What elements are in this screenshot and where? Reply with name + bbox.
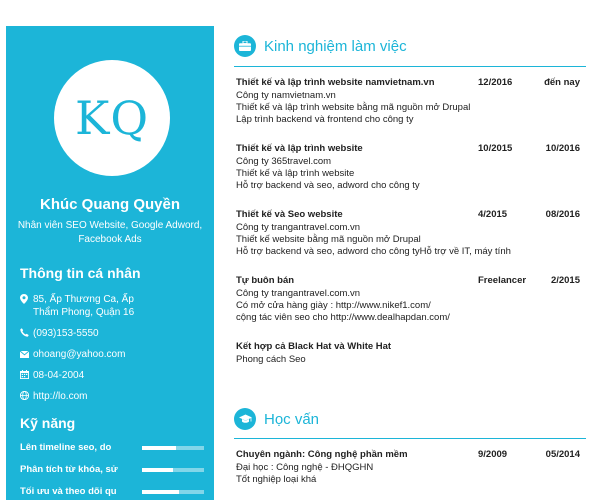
- entry-description: [236, 462, 373, 486]
- avatar: [54, 60, 170, 176]
- entry-line: Thiết kế website bằng mã nguồn mở Drupal: [236, 234, 421, 245]
- entry-description: [236, 222, 511, 258]
- skill-bar: [142, 446, 204, 450]
- entry-line: Công ty namvietnam.vn: [236, 90, 336, 101]
- entry-title: Thiết kế và lập trình website: [236, 143, 363, 154]
- personal-info-heading: Thông tin cá nhân: [20, 265, 141, 281]
- map-marker-icon: [20, 293, 33, 319]
- entry-description: [236, 90, 470, 126]
- entry-line: Đại học : Công nghệ - ĐHQGHN: [236, 462, 374, 473]
- entry-end-date: 05/2014: [545, 449, 580, 460]
- phone-icon: [20, 327, 33, 341]
- experience-section-header: [234, 35, 407, 57]
- entry-end-date: 2/2015: [550, 275, 580, 286]
- entry-line: Hỗ trợ backend và seo, adword cho công tyHỗ trợ về IT, máy tính: [236, 246, 511, 257]
- skills-heading: Kỹ năng: [20, 415, 76, 431]
- skill-name: Tối ưu và theo dõi qu: [20, 486, 117, 497]
- entry-line: Lập trình backend và frontend cho công ty: [236, 114, 414, 125]
- entry-start-date: 4/2015: [478, 209, 508, 220]
- entry-line: Thiết kế và lập trình website bằng mã nguồn mở Drupal: [236, 102, 471, 113]
- education-section-header: [234, 408, 319, 430]
- profile-name: Khúc Quang Quyền: [39, 196, 180, 213]
- education-divider: [234, 438, 586, 439]
- phone-text[interactable]: (093)153-5550: [33, 328, 99, 339]
- entry-line: Công ty trangantravel.com.vn: [236, 222, 361, 233]
- entry-line[interactable]: cộng tác viên seo cho http://www.dealhapdan.com/: [236, 312, 450, 323]
- avatar-initials: KQ: [74, 91, 150, 145]
- entry-end-date: 10/2016: [545, 143, 580, 154]
- skill-item: [20, 486, 204, 498]
- entry-title: Tự buôn bán: [236, 275, 295, 286]
- entry-description: [236, 288, 450, 324]
- envelope-icon: [20, 348, 33, 362]
- website-row: [20, 390, 208, 404]
- entry-line: Thiết kế và lập trình website: [236, 168, 355, 179]
- entry-title: Kết hợp cả Black Hat và White Hat: [236, 341, 392, 352]
- entry-line: Công ty trangantravel.com.vn: [236, 288, 361, 299]
- entry-description: [236, 354, 306, 366]
- entry-line: Hỗ trợ backend và seo, adword cho công ty: [236, 180, 420, 191]
- skill-bar: [142, 468, 204, 472]
- calendar-icon: [20, 369, 33, 383]
- website-text[interactable]: http://lo.com: [33, 391, 88, 402]
- entry-end-date: 08/2016: [545, 209, 580, 220]
- phone-row: [20, 327, 208, 341]
- email-text[interactable]: ohoang@yahoo.com: [33, 349, 126, 360]
- experience-heading: Kinh nghiệm làm việc: [264, 37, 407, 55]
- entry-start-date: 9/2009: [478, 449, 508, 460]
- address-text: 85, Ấp Thương Ca, Ấp Thẩm Phong, Quận 16: [33, 294, 135, 318]
- entry-start-date: 12/2016: [478, 77, 513, 88]
- skill-item: [20, 442, 204, 454]
- profile-role: Nhân viên SEO Website, Google Adword, Facebook Ads: [17, 220, 203, 245]
- entry-end-date: đến nay: [544, 77, 580, 88]
- skill-name: Phân tích từ khóa, sử: [20, 464, 118, 475]
- entry-line: Phong cách Seo: [236, 354, 306, 365]
- skill-fill: [142, 446, 176, 450]
- sidebar: [6, 26, 214, 500]
- entry-line[interactable]: Có mở cửa hàng giày : http://www.nikef1.com/: [236, 300, 431, 311]
- entry-title: Thiết kế và lập trình website namvietnam.vn: [236, 77, 435, 88]
- birthday-row: [20, 369, 208, 383]
- entry-line: Công ty 365travel.com: [236, 156, 332, 167]
- birthday-text: 08-04-2004: [33, 370, 85, 381]
- skill-fill: [142, 468, 173, 472]
- education-heading: Học vấn: [264, 410, 320, 428]
- graduation-cap-icon: [234, 408, 256, 430]
- address-row: [20, 293, 208, 319]
- skill-fill: [142, 490, 179, 494]
- entry-start-date: 10/2015: [478, 143, 513, 154]
- skill-item: [20, 464, 204, 476]
- entry-start-date: Freelancer: [478, 275, 527, 286]
- entry-title: Chuyên ngành: Công nghệ phần mềm: [236, 449, 408, 460]
- globe-icon: [20, 390, 33, 404]
- experience-divider: [234, 66, 586, 67]
- entry-title: Thiết kế và Seo website: [236, 209, 343, 220]
- entry-description: [236, 156, 420, 192]
- email-row: [20, 348, 208, 362]
- skill-bar: [142, 490, 204, 494]
- briefcase-icon: [234, 35, 256, 57]
- skill-name: Lên timeline seo, do: [20, 442, 112, 453]
- entry-line: Tốt nghiệp loại khá: [236, 474, 317, 485]
